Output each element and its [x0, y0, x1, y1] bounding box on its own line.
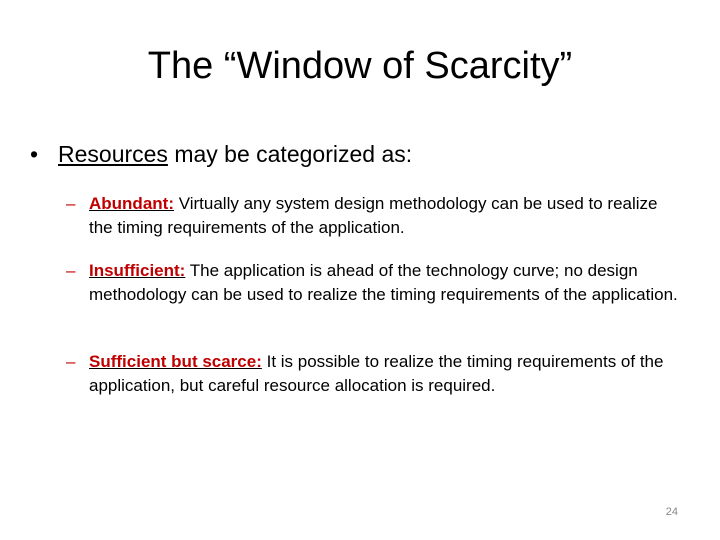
- sub-item-text: The application is ahead of the technology curve; no design methodology can be used to realize the timing requirements of the application.: [89, 261, 678, 304]
- term-abundant: Abundant:: [89, 194, 174, 213]
- page-number: 24: [665, 506, 678, 518]
- slide-title: The “Window of Scarcity”: [147, 45, 573, 87]
- term-insufficient: Insufficient:: [89, 261, 186, 280]
- term-sufficient-but-scarce: Sufficient but scarce:: [89, 352, 262, 371]
- sub-item-text: It is possible to realize the timing requirements of the application, but careful resource allocation is required.: [89, 352, 664, 395]
- dash-marker: –: [66, 352, 76, 371]
- bullet-text: [58, 138, 412, 170]
- sub-item-abundant: [66, 192, 682, 240]
- sub-item-body: [89, 192, 682, 240]
- dash-marker: –: [66, 194, 76, 213]
- bullet-rest: may be categorized as:: [167, 141, 413, 167]
- sub-item-insufficient: [66, 259, 682, 307]
- sub-item-text: Virtually any system design methodology can be used to realize the timing requirements of the application.: [89, 194, 658, 237]
- sub-item-sufficient-but-scarce: [66, 350, 682, 398]
- main-bullet: [30, 138, 690, 170]
- sub-item-body: [89, 350, 682, 398]
- dash-marker: –: [66, 261, 76, 280]
- bullet-term: Resources: [58, 141, 168, 167]
- bullet-marker: •: [30, 141, 39, 167]
- sub-item-body: [89, 259, 682, 307]
